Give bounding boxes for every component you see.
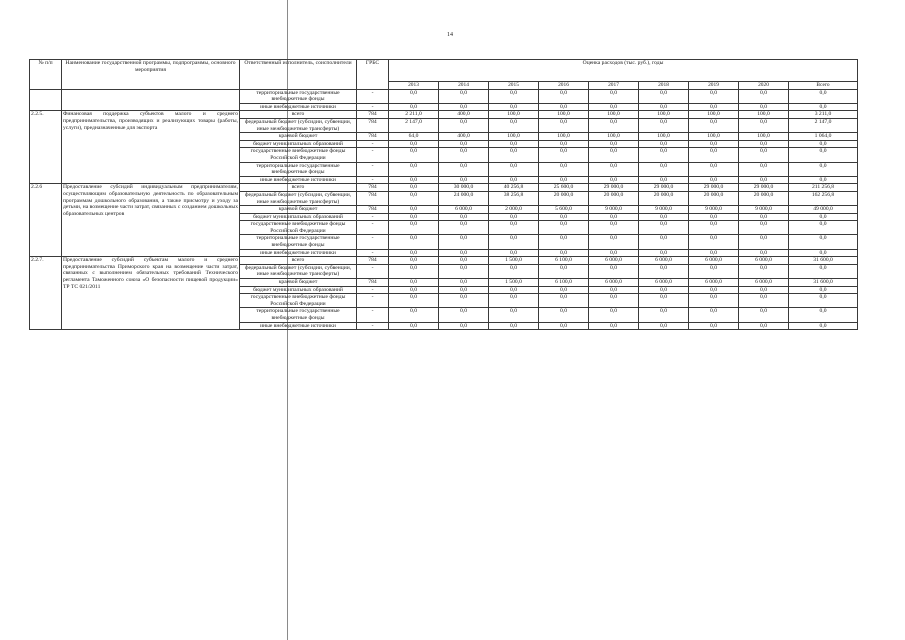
cost-value: 0,0 [789, 322, 858, 330]
cost-value: 0,0 [439, 249, 489, 257]
cost-value: 0,0 [739, 308, 789, 322]
cost-value: 0,0 [739, 89, 789, 103]
grbs-code: - [357, 264, 389, 278]
cost-value: 2 147,0 [789, 118, 858, 132]
cost-value: 0,0 [589, 286, 639, 294]
cost-value: 0,0 [539, 286, 589, 294]
cost-value: 0,0 [489, 308, 539, 322]
grbs-code: - [357, 235, 389, 249]
cost-value: 0,0 [589, 235, 639, 249]
cost-value: 9 000,0 [739, 206, 789, 214]
cost-value: 162 256,8 [789, 191, 858, 205]
cost-value: 0,0 [589, 322, 639, 330]
cost-value: 0,0 [389, 89, 439, 103]
cost-value: 6 000,0 [689, 279, 739, 287]
cost-value: 0,0 [439, 257, 489, 265]
cost-value: 0,0 [439, 322, 489, 330]
cost-value: 0,0 [789, 89, 858, 103]
cost-value: 0,0 [639, 294, 689, 308]
year-header: 2017 [589, 82, 639, 90]
cost-value: 2 000,0 [489, 206, 539, 214]
cost-value: 0,0 [489, 89, 539, 103]
cost-value: 0,0 [489, 103, 539, 111]
cost-value: 100,0 [489, 133, 539, 141]
section-number: 2.2.6 [30, 184, 62, 257]
cost-value: 0,0 [739, 103, 789, 111]
cost-value: 100,0 [739, 133, 789, 141]
cost-value: 400,0 [439, 111, 489, 119]
cost-value: 0,0 [789, 264, 858, 278]
cost-value: 9 000,0 [689, 206, 739, 214]
cost-value: 0,0 [539, 308, 589, 322]
cost-value: 6 000,0 [589, 279, 639, 287]
cost-value: 0,0 [689, 176, 739, 184]
cost-value: 6 000,0 [439, 206, 489, 214]
cost-value: 0,0 [589, 118, 639, 132]
cost-value: 0,0 [389, 308, 439, 322]
cost-value: 0,0 [789, 235, 858, 249]
cost-value: 0,0 [539, 176, 589, 184]
cost-value: 0,0 [539, 221, 589, 235]
cost-value: 0,0 [489, 322, 539, 330]
cost-value: 0,0 [639, 221, 689, 235]
cost-value: 1 500,0 [489, 279, 539, 287]
cost-value: 0,0 [739, 162, 789, 176]
cost-value: 0,0 [639, 286, 689, 294]
cost-value: 0,0 [739, 249, 789, 257]
header-executor: Ответственный исполнитель, соисполнители [240, 60, 357, 90]
cost-value: 20 000,0 [689, 191, 739, 205]
cost-value: 29 000,0 [689, 184, 739, 192]
cost-value: 0,0 [439, 213, 489, 221]
cost-value: 400,0 [439, 133, 489, 141]
cost-value: 0,0 [589, 249, 639, 257]
funding-source: всего [240, 184, 357, 192]
grbs-code: - [357, 322, 389, 330]
table-row [30, 184, 858, 192]
cost-value: 0,0 [789, 286, 858, 294]
cost-value: 0,0 [689, 103, 739, 111]
cost-value: 0,0 [439, 294, 489, 308]
cost-value: 0,0 [639, 162, 689, 176]
cost-value: 0,0 [389, 213, 439, 221]
cost-value: 29 000,0 [739, 184, 789, 192]
funding-source: территориальные государственные внебюджетные фонды [240, 235, 357, 249]
cost-value: 0,0 [389, 221, 439, 235]
cost-value: 0,0 [389, 257, 439, 265]
grbs-code: 784 [357, 133, 389, 141]
year-header: 2015 [489, 82, 539, 90]
cost-value: 0,0 [689, 294, 739, 308]
cost-value: 0,0 [489, 286, 539, 294]
cost-value: 0,0 [389, 322, 439, 330]
cost-value: 0,0 [589, 176, 639, 184]
cost-value: 0,0 [439, 140, 489, 148]
cost-value: 0,0 [589, 103, 639, 111]
grbs-code: 784 [357, 191, 389, 205]
cost-value: 0,0 [589, 162, 639, 176]
cost-value: 2 211,0 [389, 111, 439, 119]
cost-value: 0,0 [739, 148, 789, 162]
grbs-code: - [357, 103, 389, 111]
cost-value: 9 000,0 [639, 206, 689, 214]
cost-value: 0,0 [689, 89, 739, 103]
cost-value: 0,0 [539, 140, 589, 148]
cost-value: 0,0 [489, 140, 539, 148]
cost-value: 0,0 [539, 264, 589, 278]
cost-value: 0,0 [639, 308, 689, 322]
cost-value: 25 600,0 [539, 184, 589, 192]
cost-value: 0,0 [539, 235, 589, 249]
cost-value: 0,0 [439, 103, 489, 111]
grbs-code: - [357, 249, 389, 257]
cost-value: 0,0 [639, 140, 689, 148]
cost-value: 0,0 [789, 140, 858, 148]
cost-value: 6 000,0 [589, 257, 639, 265]
cost-value: 0,0 [489, 148, 539, 162]
cost-value: 0,0 [489, 294, 539, 308]
grbs-code: 784 [357, 184, 389, 192]
year-header: 2020 [739, 82, 789, 90]
cost-value: 0,0 [689, 118, 739, 132]
cost-value: 100,0 [589, 133, 639, 141]
funding-source: федеральный бюджет (субсидии, субвенции, иные межбюджетные трансферты) [240, 264, 357, 278]
cost-value: 0,0 [439, 286, 489, 294]
cost-value: 0,0 [589, 213, 639, 221]
cost-value: 0,0 [589, 140, 639, 148]
funding-source: федеральный бюджет (субсидии, субвенции, иные межбюджетные трансферты) [240, 191, 357, 205]
cost-value: 9 000,0 [589, 206, 639, 214]
cost-value: 0,0 [389, 162, 439, 176]
cost-value: 100,0 [639, 133, 689, 141]
cost-value: 0,0 [689, 162, 739, 176]
budget-table [29, 59, 858, 330]
section-number: 2.2.7. [30, 257, 62, 330]
cost-value: 0,0 [739, 176, 789, 184]
cost-value: 0,0 [539, 103, 589, 111]
cost-value: 211 256,8 [789, 184, 858, 192]
cost-value: 0,0 [539, 322, 589, 330]
cost-value: 0,0 [389, 176, 439, 184]
grbs-code: - [357, 176, 389, 184]
cost-value: 6 000,0 [739, 257, 789, 265]
cost-value: 0,0 [789, 103, 858, 111]
cost-value: 100,0 [539, 111, 589, 119]
cost-value: 0,0 [689, 213, 739, 221]
funding-source: всего [240, 257, 357, 265]
funding-source: государственные внебюджетные фонды Российской Федерации [240, 148, 357, 162]
cost-value: 0,0 [739, 294, 789, 308]
cost-value: 0,0 [589, 308, 639, 322]
table-row [30, 257, 858, 265]
cost-value: 6 000,0 [689, 257, 739, 265]
cost-value: 0,0 [639, 103, 689, 111]
cost-value: 0,0 [439, 89, 489, 103]
cost-value: 100,0 [689, 111, 739, 119]
year-header: 2016 [539, 82, 589, 90]
cost-value: 0,0 [539, 213, 589, 221]
funding-source: государственные внебюджетные фонды Российской Федерации [240, 221, 357, 235]
table-row [30, 111, 858, 119]
cost-value: 0,0 [639, 322, 689, 330]
section-name: Предоставление субсидий субъектам малого и среднего предпринимательства Приморского края на возмещение части затрат, связанных с выполнением обязательных требований Технического регламента Таможенного союза «О безопасности пищевой продукции» ТР ТС 021/2011 [62, 257, 240, 330]
cost-value: 31 600,0 [789, 279, 858, 287]
funding-source: территориальные государственные внебюджетные фонды [240, 89, 357, 103]
year-header: 2019 [689, 82, 739, 90]
funding-source: территориальные государственные внебюджетные фонды [240, 308, 357, 322]
cost-value: 0,0 [539, 162, 589, 176]
funding-source: иные внебюджетные источники [240, 322, 357, 330]
cost-value: 6 000,0 [739, 279, 789, 287]
cost-value: 0,0 [439, 279, 489, 287]
year-header: 2018 [639, 82, 689, 90]
cost-value: 0,0 [789, 308, 858, 322]
cost-value: 0,0 [739, 264, 789, 278]
cost-value: 5 600,0 [539, 206, 589, 214]
cost-value: 0,0 [389, 184, 439, 192]
cost-value: 64,0 [389, 133, 439, 141]
cost-value: 0,0 [689, 264, 739, 278]
cost-value: 0,0 [589, 89, 639, 103]
cost-value: 40 256,8 [489, 184, 539, 192]
cost-value: 2 147,0 [389, 118, 439, 132]
cost-value: 0,0 [389, 206, 439, 214]
cost-value: 0,0 [639, 118, 689, 132]
cost-value: 0,0 [589, 221, 639, 235]
cost-value: 0,0 [389, 140, 439, 148]
funding-source: иные внебюджетные источники [240, 103, 357, 111]
grbs-code: - [357, 294, 389, 308]
cost-value: 20 000,0 [639, 191, 689, 205]
year-header: 2014 [439, 82, 489, 90]
grbs-code: 784 [357, 257, 389, 265]
funding-source: краевой бюджет [240, 133, 357, 141]
grbs-code: - [357, 89, 389, 103]
cost-value: 20 000,0 [589, 191, 639, 205]
cost-value: 6 100,0 [539, 279, 589, 287]
cost-value: 0,0 [489, 249, 539, 257]
grbs-code: - [357, 221, 389, 235]
cost-value: 1 064,0 [789, 133, 858, 141]
cost-value: 100,0 [589, 111, 639, 119]
cost-value: 0,0 [689, 308, 739, 322]
funding-source: иные внебюджетные источники [240, 249, 357, 257]
table-row [30, 89, 858, 103]
cost-value: 0,0 [689, 322, 739, 330]
cost-value: 29 000,0 [639, 184, 689, 192]
cost-value: 0,0 [439, 176, 489, 184]
cost-value: 0,0 [389, 148, 439, 162]
cost-value: 0,0 [689, 221, 739, 235]
cost-value: 20 000,0 [539, 191, 589, 205]
cost-value: 0,0 [689, 235, 739, 249]
cost-value: 0,0 [439, 308, 489, 322]
cost-value: 0,0 [689, 140, 739, 148]
budget-table-body [30, 89, 858, 330]
cost-value: 0,0 [539, 148, 589, 162]
cost-value: 0,0 [739, 235, 789, 249]
cost-value: 0,0 [789, 176, 858, 184]
grbs-code: 784 [357, 279, 389, 287]
page-number: 14 [447, 32, 453, 38]
cost-value: 0,0 [639, 235, 689, 249]
cost-value: 100,0 [689, 133, 739, 141]
funding-source: краевой бюджет [240, 206, 357, 214]
cost-value: 0,0 [539, 118, 589, 132]
cost-value: 0,0 [739, 140, 789, 148]
cost-value: 100,0 [489, 111, 539, 119]
cost-value: 0,0 [639, 176, 689, 184]
cost-value: 0,0 [689, 286, 739, 294]
cost-value: 0,0 [589, 264, 639, 278]
funding-source: бюджет муниципальных образований [240, 213, 357, 221]
grbs-code: - [357, 148, 389, 162]
cost-value: 0,0 [539, 294, 589, 308]
cost-value: 6 100,0 [539, 257, 589, 265]
cost-value: 0,0 [389, 191, 439, 205]
section-number: 2.2.5. [30, 111, 62, 184]
cost-value: 0,0 [789, 162, 858, 176]
cost-value: 0,0 [489, 176, 539, 184]
cost-value: 1 500,0 [489, 257, 539, 265]
cost-value: 0,0 [489, 264, 539, 278]
cost-value: 0,0 [489, 213, 539, 221]
year-header: Всего [789, 82, 858, 90]
cost-value: 0,0 [489, 221, 539, 235]
cost-value: 0,0 [739, 221, 789, 235]
cost-value: 0,0 [589, 148, 639, 162]
header-num: № п/п [30, 60, 62, 90]
cost-value: 0,0 [639, 249, 689, 257]
section-name: Предоставление субсидий индивидуальным предпринимателям, осуществляющим образовательную деятельность по образовательным программам дошкольного образования, а также присмотру и уходу за детьми, на возмещение части затрат, связанных с созданием дошкольных образовательных центров [62, 184, 240, 257]
cost-value: 0,0 [389, 264, 439, 278]
grbs-code: 784 [357, 118, 389, 132]
header-name: Наименование государственной программы, подпрограммы, основного мероприятия [62, 60, 240, 90]
cost-value: 38 256,8 [489, 191, 539, 205]
cost-value: 0,0 [489, 235, 539, 249]
cost-value: 0,0 [639, 264, 689, 278]
cost-value: 31 600,0 [789, 257, 858, 265]
funding-source: территориальные государственные внебюджетные фонды [240, 162, 357, 176]
header-grbs: ГРБС [357, 60, 389, 90]
row-name-empty [62, 89, 240, 111]
cost-value: 0,0 [739, 286, 789, 294]
grbs-code: - [357, 213, 389, 221]
row-num-empty [30, 89, 62, 111]
cost-value: 0,0 [439, 118, 489, 132]
funding-source: краевой бюджет [240, 279, 357, 287]
cost-value: 24 000,0 [439, 191, 489, 205]
grbs-code: 784 [357, 111, 389, 119]
cost-value: 0,0 [739, 213, 789, 221]
cost-value: 29 000,0 [589, 184, 639, 192]
cost-value: 49 000,0 [789, 206, 858, 214]
cost-value: 0,0 [789, 148, 858, 162]
funding-source: бюджет муниципальных образований [240, 140, 357, 148]
cost-value: 6 000,0 [639, 279, 689, 287]
header-costs: Оценка расходов (тыс. руб.), годы [389, 60, 858, 82]
cost-value: 0,0 [789, 294, 858, 308]
grbs-code: - [357, 140, 389, 148]
cost-value: 0,0 [389, 286, 439, 294]
cost-value: 0,0 [389, 279, 439, 287]
cost-value: 0,0 [389, 235, 439, 249]
cost-value: 0,0 [639, 89, 689, 103]
funding-source: всего [240, 111, 357, 119]
cost-value: 0,0 [739, 322, 789, 330]
cost-value: 0,0 [489, 118, 539, 132]
cost-value: 0,0 [439, 162, 489, 176]
funding-source: государственные внебюджетные фонды Российской Федерации [240, 294, 357, 308]
funding-source: иные внебюджетные источники [240, 176, 357, 184]
cost-value: 0,0 [789, 213, 858, 221]
grbs-code: - [357, 286, 389, 294]
cost-value: 20 000,0 [739, 191, 789, 205]
cost-value: 0,0 [389, 103, 439, 111]
cost-value: 0,0 [739, 118, 789, 132]
cost-value: 0,0 [689, 148, 739, 162]
cost-value: 0,0 [689, 249, 739, 257]
cost-value: 0,0 [639, 148, 689, 162]
cost-value: 0,0 [639, 213, 689, 221]
cost-value: 0,0 [439, 264, 489, 278]
cost-value: 100,0 [639, 111, 689, 119]
cost-value: 3 211,0 [789, 111, 858, 119]
cost-value: 0,0 [439, 235, 489, 249]
section-name: Финансовая поддержка субъектов малого и среднего предпринимательства, производящих и реализующих товары (работы, услуги), предназначенные для экспорта [62, 111, 240, 184]
cost-value: 0,0 [439, 148, 489, 162]
cost-value: 0,0 [439, 221, 489, 235]
cost-value: 0,0 [489, 162, 539, 176]
cost-value: 0,0 [789, 221, 858, 235]
cost-value: 0,0 [389, 249, 439, 257]
cost-value: 0,0 [789, 249, 858, 257]
cost-value: 6 000,0 [639, 257, 689, 265]
year-header: 2013 [389, 82, 439, 90]
cost-value: 0,0 [389, 294, 439, 308]
funding-source: бюджет муниципальных образований [240, 286, 357, 294]
cost-value: 30 000,0 [439, 184, 489, 192]
grbs-code: - [357, 308, 389, 322]
funding-source: федеральный бюджет (субсидии, субвенции, иные межбюджетные трансферты) [240, 118, 357, 132]
cost-value: 0,0 [589, 294, 639, 308]
cost-value: 0,0 [539, 89, 589, 103]
cost-value: 100,0 [539, 133, 589, 141]
cost-value: 0,0 [539, 249, 589, 257]
grbs-code: - [357, 162, 389, 176]
grbs-code: 784 [357, 206, 389, 214]
cost-value: 100,0 [739, 111, 789, 119]
